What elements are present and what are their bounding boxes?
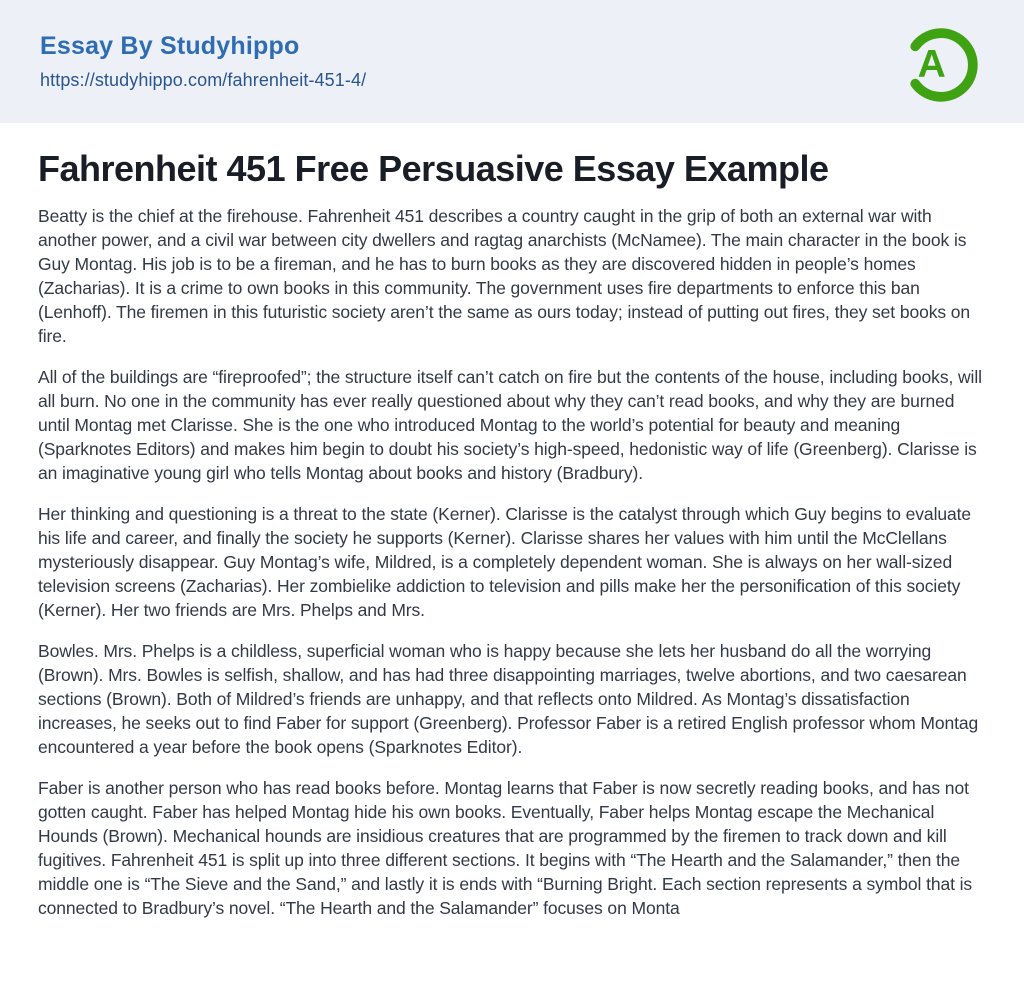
essay-content: [0, 123, 1024, 920]
logo-letter: A: [917, 42, 946, 86]
essay-paragraph: All of the buildings are “fireproofed”; the structure itself can’t catch on fire but the contents of the house, including books, will all burn. No one in the community has ever really questioned about why they can’t read books, and why they are burned until Montag met Clarisse. She is the one who introduced Montag to the world’s potential for beauty and meaning (Sparknotes Editors) and makes him begin to doubt his society’s high-speed, hedonistic way of life (Greenberg). Clarisse is an imaginative young girl who tells Montag about books and history (Bradbury).: [38, 367, 982, 484]
essay-paragraphs: [38, 204, 986, 920]
essay-paragraph: Faber is another person who has read books before. Montag learns that Faber is now secretly reading books, and has not gotten caught. Faber has helped Montag hide his own books. Eventually, Faber helps Montag escape the Mechanical Hounds (Brown). Mechanical hounds are insidious creatures that are programmed by the firemen to track down and kill fugitives. Fahrenheit 451 is split up into three different sections. It begins with “The Hearth and the Salamander,” then the middle one is “The Sieve and the Sand,” and lastly it is ends with “Burning Bright. Each section represents a symbol that is connected to Bradbury’s novel. “The Hearth and the Salamander” focuses on Monta: [38, 778, 973, 919]
essay-paragraph: Beatty is the chief at the firehouse. Fahrenheit 451 describes a country caught in the grip of both an external war with another power, and a civil war between city dwellers and ragtag anarchists (McNamee). The main character in the book is Guy Montag. His job is to be a fireman, and he has to burn books as they are discovered hidden in people’s homes (Zacharias). It is a crime to own books in this community. The government uses fire departments to enforce this ban (Lenhoff). The firemen in this futuristic society aren’t the same as ours today; instead of putting out fires, they set books on fire.: [38, 206, 971, 347]
essay-paragraph: Bowles. Mrs. Phelps is a childless, superficial woman who is happy because she lets her husband do all the worrying (Brown). Mrs. Bowles is selfish, shallow, and has had three disappointing marriages, twelve abortions, and two caesarean sections (Brown). Both of Mildred’s friends are unhappy, and that reflects onto Mildred. As Montag’s dissatisfaction increases, he seeks out to find Faber for support (Greenberg). Professor Faber is a retired English professor whom Montag encountered a year before the book opens (Sparknotes Editor).: [38, 641, 979, 758]
source-url-link[interactable]: https://studyhippo.com/fahrenheit-451-4/: [40, 70, 367, 90]
studyhippo-logo-icon: [902, 26, 980, 104]
site-title: Essay By Studyhippo: [40, 32, 300, 60]
essay-title: Fahrenheit 451 Free Persuasive Essay Example: [38, 148, 829, 189]
header-text-block: [40, 32, 366, 91]
page-header: [0, 0, 1024, 123]
essay-paragraph: Her thinking and questioning is a threat to the state (Kerner). Clarisse is the catalyst through which Guy begins to evaluate his life and career, and finally the society he supports (Kerner). Clarisse shares her values with him until the McClellans mysteriously disappear. Guy Montag’s wife, Mildred, is a completely dependent woman. She is always on her wall-sized television screens (Zacharias). Her zombielike addiction to television and pills make her the personification of this society (Kerner). Her two friends are Mrs. Phelps and Mrs.: [38, 504, 972, 621]
